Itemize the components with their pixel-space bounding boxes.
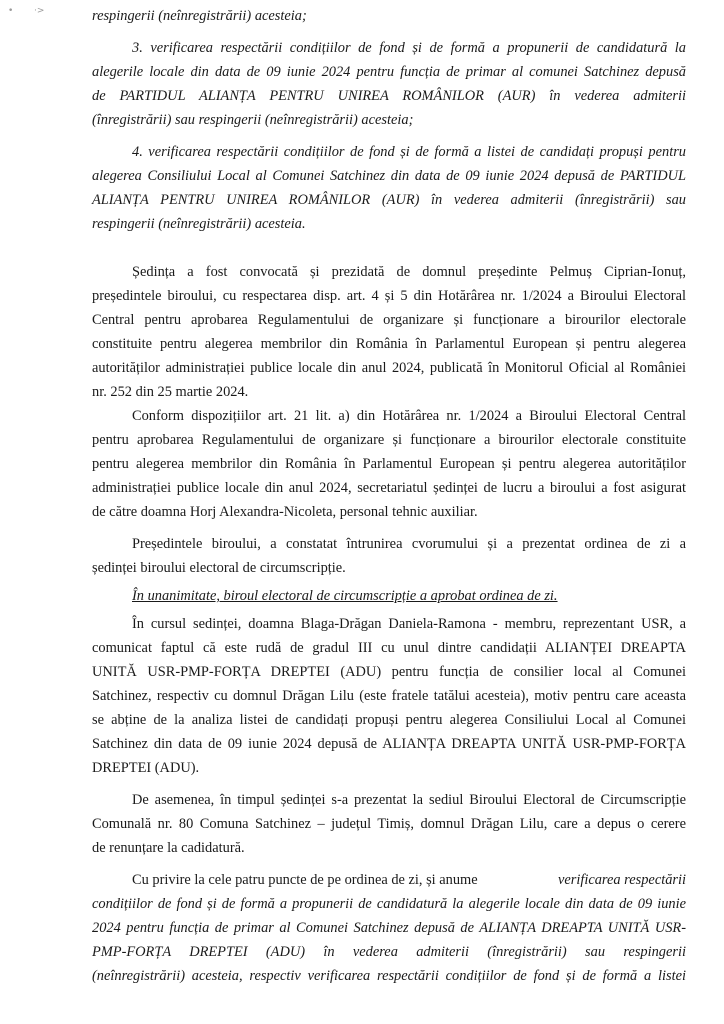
paragraph-text: Cu privire la cele patru puncte de pe ordinea de zi, și anume [132, 872, 478, 888]
paragraph-line: Conform dispozițiilor art. 21 lit. a) din Hotărârea nr. 1/2024 a Biroului Electoral Central [132, 408, 686, 424]
paragraph-line: președintele biroului, cu respectarea disp. art. 4 și 5 din Hotărârea nr. 1/2024 a Biroului Electoral [92, 288, 686, 304]
agenda-item-4-line: respingerii (neînregistrării) acesteia. [92, 216, 306, 232]
paragraph-line: autorităților administrației publice locale din anul 2024, publicată în Monitorul Oficial al României [92, 360, 686, 376]
agenda-item-3-line: de PARTIDUL ALIANȚA PENTRU UNIREA ROMÂNILOR (AUR) în vederea admiterii [92, 88, 686, 104]
agenda-item-4-line: 4. verificarea respectării condițiilor de fond și de formă a listei de candidați propuși pentru [132, 144, 686, 160]
agenda-item-4-line: alegerea Consiliului Local al Comunei Satchinez din data de 09 iunie 2024 depusă de PARTIDUL [92, 168, 686, 184]
paragraph-line: de renunțare la cadidatură. [92, 840, 245, 856]
agenda-item-3-line: 3. verificarea respectării condițiilor de fond și de formă a propunerii de candidatură la [132, 40, 686, 56]
paragraph-line: În cursul sedinței, doamna Blaga-Drăgan Daniela-Ramona - membru, reprezentant USR, a [132, 616, 686, 632]
margin-mark: ·> [34, 6, 45, 16]
paragraph-line: comunicat faptul că este rudă de gradul III cu unul dintre candidații ALIANȚEI DREAPTA [92, 640, 686, 656]
paragraph-line: se abține de la analiza listei de candidați propuși pentru alegerea Consiliului Local al Comunei [92, 712, 686, 728]
paragraph-line: constituite pentru alegerea membrilor din România în Parlamentul European și pentru alegerea [92, 336, 686, 352]
paragraph-line: ședinței biroului electoral de circumscripție. [92, 560, 346, 576]
paragraph-line: (neînregistrării) acesteia, respectiv verificarea respectării condițiilor de fond și de formă a listei [92, 968, 686, 984]
agenda-item-2-end: respingerii (neînregistrării) acesteia; [92, 8, 307, 24]
paragraph-line: Satchinez, respectiv cu domnul Drăgan Lilu (este fratele tatălui acesteia), motiv pentru care aceasta [92, 688, 686, 704]
paragraph-line: condițiilor de fond și de formă a propunerii de candidatură la alegerile locale din data de 09 iunie [92, 896, 686, 912]
agenda-item-4-line: ALIANȚA PENTRU UNIREA ROMÂNILOR (AUR) în vederea admiterii (înregistrării) sau [92, 192, 686, 208]
agenda-item-3-line: alegerile locale din data de 09 iunie 2024 pentru funcția de primar al comunei Satchinez depusă [92, 64, 686, 80]
paragraph-line: UNITĂ USR-PMP-FORȚA DREPTEI (ADU) pentru funcția de consilier local al Comunei [92, 664, 686, 680]
paragraph-line: Satchinez din data de 09 iunie 2024 depusă de ALIANȚA DREAPTA UNITĂ USR-PMP-FORȚA [92, 736, 686, 752]
paragraph-line: De asemenea, în timpul ședinței s-a prezentat la sediul Biroului Electoral de Circumscripție [132, 792, 686, 808]
paragraph-text-italic: verificarea respectării [557, 872, 686, 888]
paragraph-line: Președintele biroului, a constatat întrunirea cvorumului și a prezentat ordinea de zi a [132, 536, 686, 552]
paragraph-line: pentru aprobarea Regulamentului de organizare și funcționare a birourilor electorale constituite [92, 432, 686, 448]
paragraph-line: Comunală nr. 80 Comuna Satchinez – județul Timiș, domnul Drăgan Lilu, care a depus o cerere [92, 816, 686, 832]
paragraph-line: PMP-FORȚA DREPTEI (ADU) în vederea admiterii (înregistrării) sau respingerii [92, 944, 686, 960]
paragraph-line: pentru alegerea membrilor din România în Parlamentul European și pentru alegerea autorităților [92, 456, 686, 472]
paragraph-line: 2024 pentru funcția de primar al Comunei Satchinez depusă de ALIANȚA DREAPTA UNITĂ USR- [92, 920, 686, 936]
paragraph-line: administrației publice locale din anul 2024, secretariatul ședinței de lucru a biroului a fost asigurat [92, 480, 686, 496]
margin-mark: • [8, 6, 14, 16]
paragraph-line: DREPTEI (ADU). [92, 760, 200, 776]
paragraph-line: nr. 252 din 25 martie 2024. [92, 384, 249, 400]
paragraph-line: Ședința a fost convocată și prezidată de domnul președinte Pelmuș Ciprian-Ionuț, [132, 264, 686, 280]
agenda-approval-statement: În unanimitate, biroul electoral de circumscripție a aprobat ordinea de zi. [132, 588, 558, 604]
paragraph-line: de către doamna Horj Alexandra-Nicoleta, personal tehnic auxiliar. [92, 504, 478, 520]
paragraph-line: Central pentru aprobarea Regulamentului de organizare și funcționare a birourilor electorale [92, 312, 686, 328]
paragraph-line [132, 871, 686, 889]
agenda-item-3-line: (înregistrării) sau respingerii (neînregistrării) acesteia; [92, 112, 414, 128]
